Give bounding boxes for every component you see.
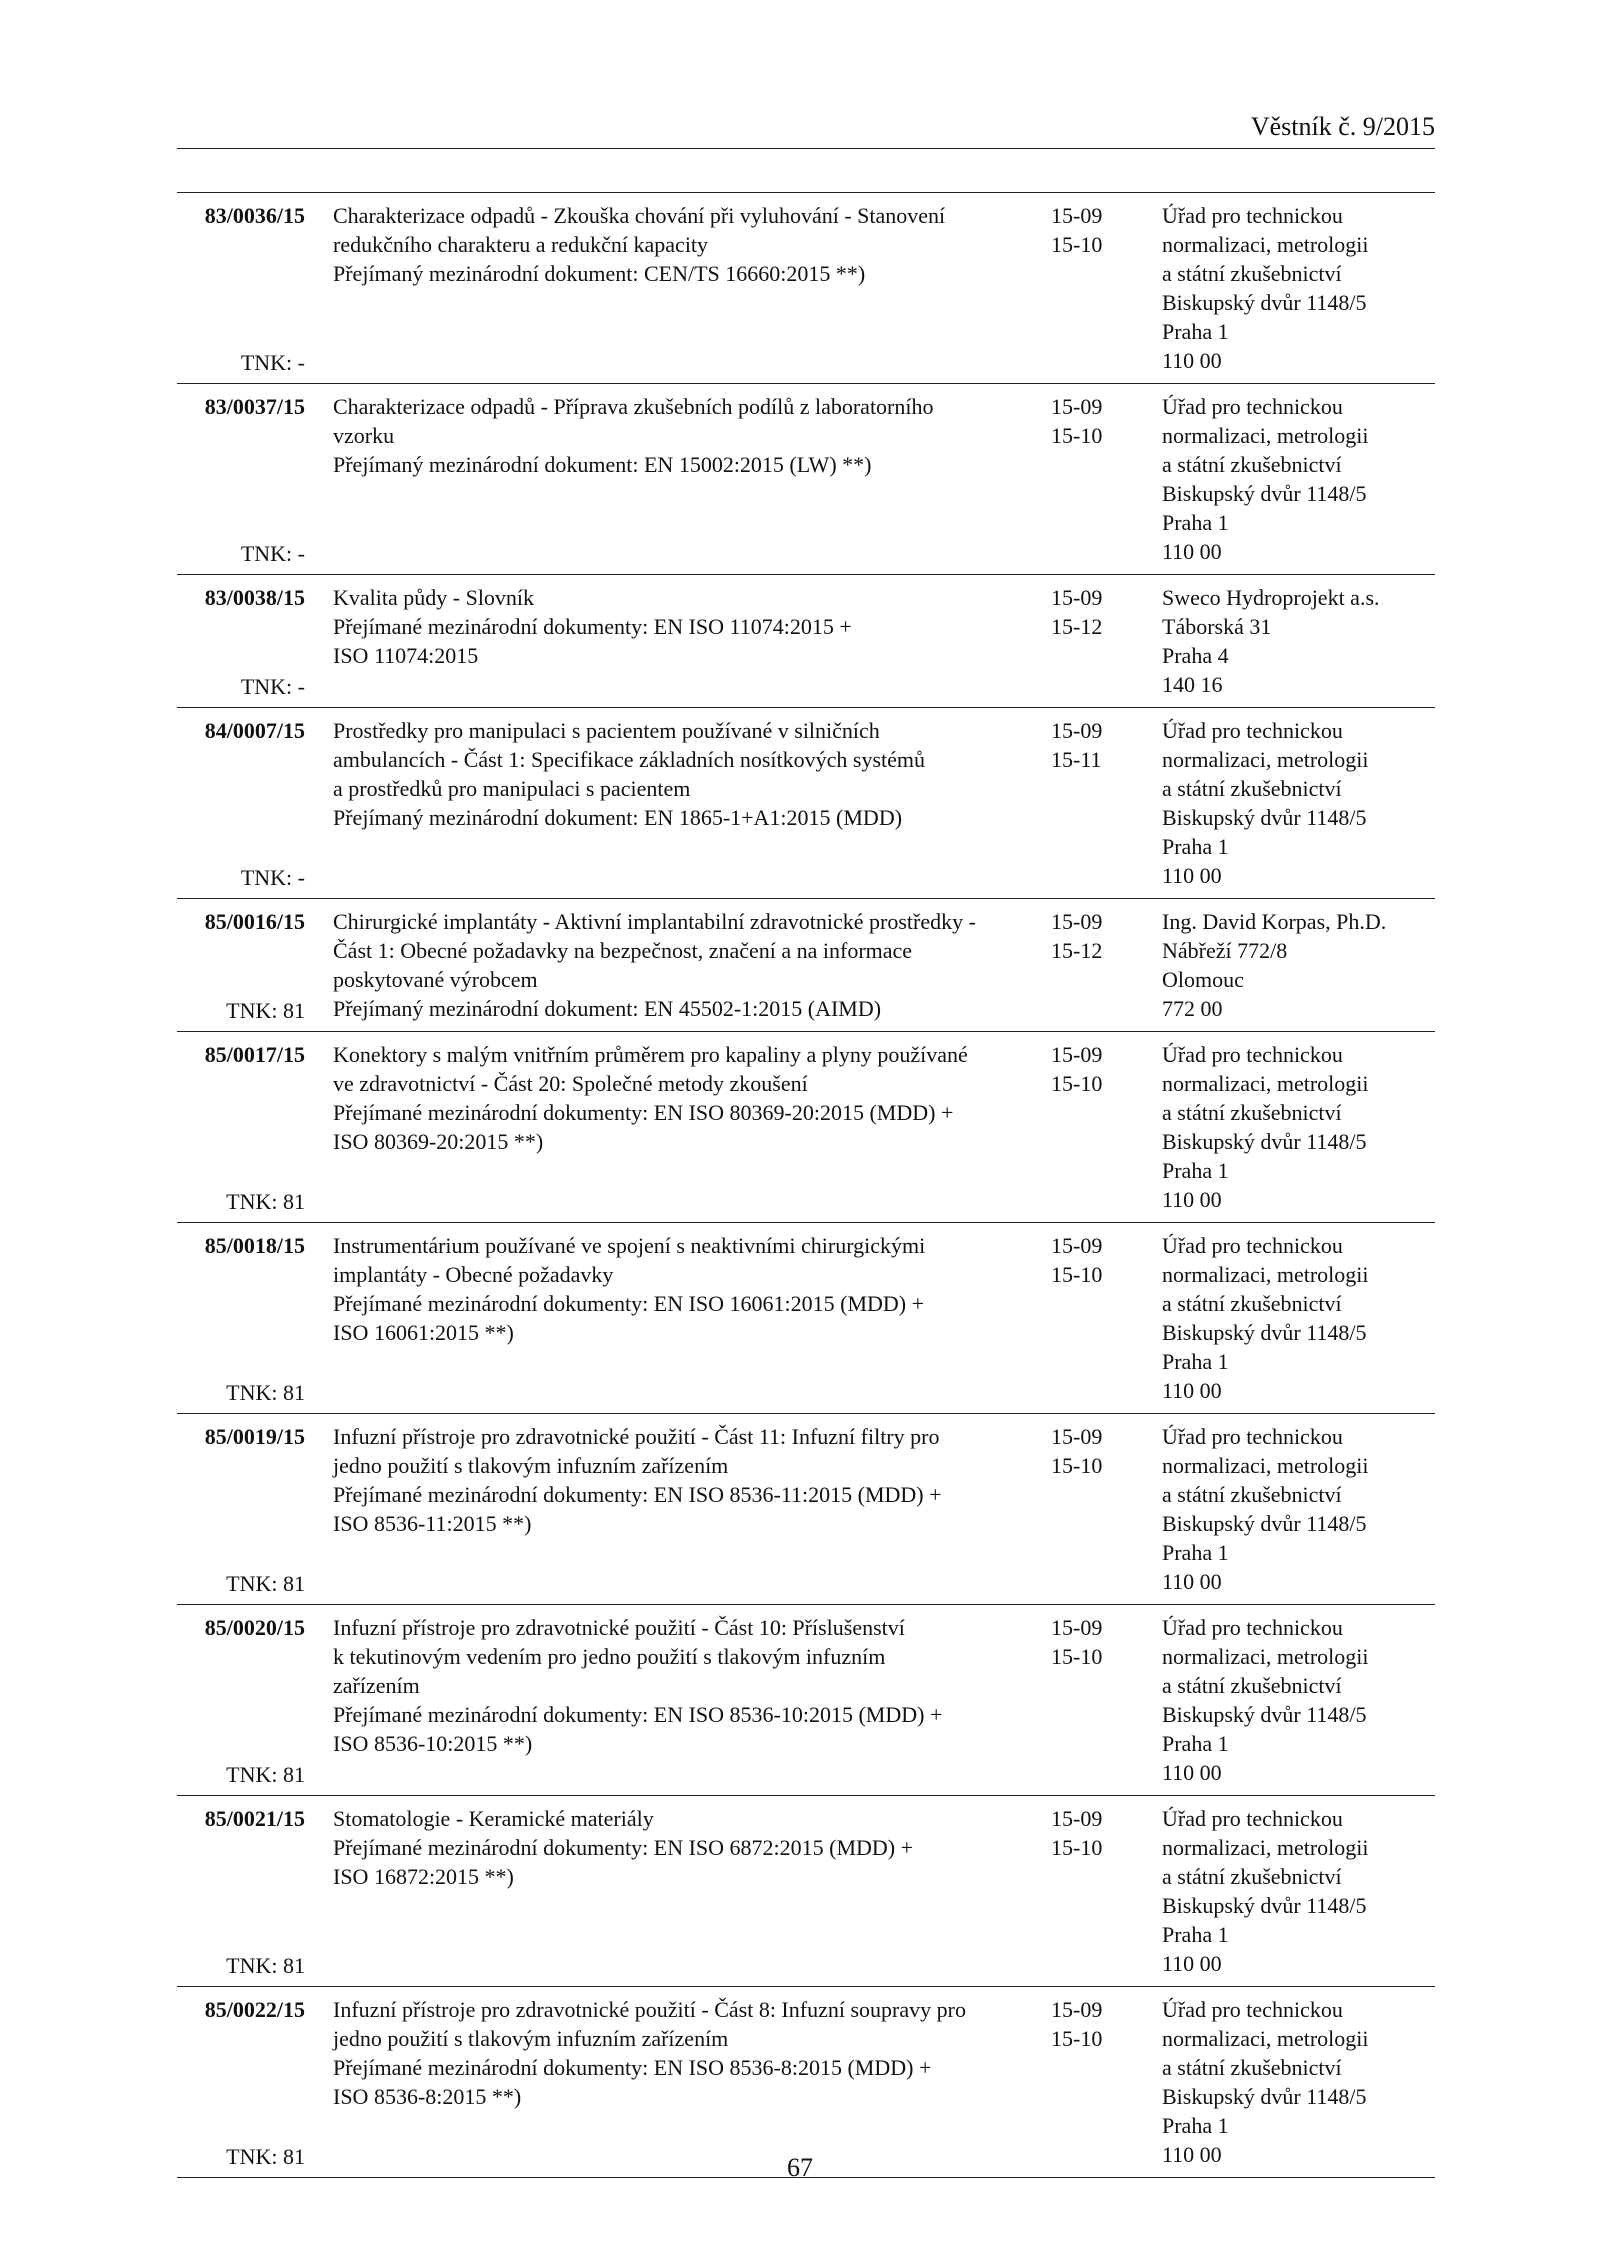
- description-line: Přejímané mezinárodní dokumenty: EN ISO 80369-20:2015 (MDD) +: [333, 1100, 954, 1125]
- entry-dates: [1051, 907, 1102, 965]
- date-value: 15-09: [1051, 1233, 1103, 1258]
- standards-table: [177, 192, 1435, 2178]
- address-line: Praha 1: [1162, 1349, 1229, 1374]
- address-line: Úřad pro technickou: [1162, 1615, 1343, 1640]
- entry-number: 85/0016/15: [204, 909, 305, 934]
- description-line: Stomatologie - Keramické materiály: [333, 1806, 654, 1831]
- entry-id-cell: [177, 1613, 305, 1791]
- entry-number: 83/0038/15: [204, 585, 305, 610]
- address-line: 110 00: [1162, 348, 1222, 373]
- description-line: zařízením: [333, 1673, 420, 1698]
- address-line: normalizaci, metrologii: [1162, 1835, 1369, 1860]
- description-line: ISO 8536-10:2015 **): [333, 1731, 533, 1756]
- tnk-code: TNK: 81: [226, 998, 305, 1023]
- table-row: [177, 899, 1435, 1032]
- address-line: Táborská 31: [1162, 614, 1272, 639]
- address-line: normalizaci, metrologii: [1162, 1644, 1369, 1669]
- date-value: 15-09: [1051, 203, 1103, 228]
- date-value: 15-10: [1051, 1262, 1103, 1287]
- tnk-code: TNK: -: [240, 674, 305, 699]
- entry-dates: [1051, 1422, 1102, 1480]
- address-line: Praha 1: [1162, 834, 1229, 859]
- entry-address: [1162, 716, 1369, 890]
- address-line: normalizaci, metrologii: [1162, 232, 1369, 257]
- tnk-code: TNK: 81: [226, 1380, 305, 1405]
- address-line: 110 00: [1162, 863, 1222, 888]
- address-line: a státní zkušebnictví: [1162, 261, 1342, 286]
- entry-id-cell: [177, 716, 305, 894]
- description-line: Charakterizace odpadů - Zkouška chování při vyluhování - Stanovení: [333, 203, 946, 228]
- page-header: [177, 108, 1435, 149]
- description-line: vzorku: [333, 423, 395, 448]
- tnk-code: TNK: 81: [226, 1953, 305, 1978]
- address-line: normalizaci, metrologii: [1162, 747, 1369, 772]
- table-row: [177, 1032, 1435, 1223]
- entry-dates: [1051, 201, 1102, 259]
- description-line: Infuzní přístroje pro zdravotnické použití - Část 8: Infuzní soupravy pro: [333, 1997, 966, 2022]
- entry-number: 85/0022/15: [204, 1997, 305, 2022]
- entry-description: [333, 575, 1033, 678]
- entry-id-cell: [177, 392, 305, 570]
- address-line: a státní zkušebnictví: [1162, 776, 1342, 801]
- description-line: Přejímané mezinárodní dokumenty: EN ISO 8536-8:2015 (MDD) +: [333, 2055, 932, 2080]
- description-line: ISO 16872:2015 **): [333, 1864, 514, 1889]
- entry-address: [1162, 583, 1380, 699]
- table-row: [177, 1605, 1435, 1796]
- entry-description: [333, 899, 1033, 1031]
- description-line: ISO 11074:2015: [333, 643, 479, 668]
- address-line: a státní zkušebnictví: [1162, 1100, 1342, 1125]
- description-line: ISO 16061:2015 **): [333, 1320, 514, 1345]
- tnk-code: TNK: 81: [226, 1189, 305, 1214]
- date-value: 15-10: [1051, 232, 1103, 257]
- date-value: 15-09: [1051, 1042, 1103, 1067]
- address-line: 110 00: [1162, 539, 1222, 564]
- entry-description: [333, 1987, 1033, 2119]
- entry-description: [333, 193, 1033, 296]
- address-line: Biskupský dvůr 1148/5: [1162, 1893, 1367, 1918]
- address-line: a státní zkušebnictví: [1162, 1291, 1342, 1316]
- entry-address: [1162, 1040, 1369, 1214]
- entry-address: [1162, 392, 1369, 566]
- entry-number: 83/0036/15: [204, 203, 305, 228]
- entry-number: 85/0019/15: [204, 1424, 305, 1449]
- description-line: Kvalita půdy - Slovník: [333, 585, 535, 610]
- address-line: Úřad pro technickou: [1162, 1806, 1343, 1831]
- entry-id-cell: [177, 1804, 305, 1982]
- address-line: Úřad pro technickou: [1162, 1997, 1343, 2022]
- entry-id-cell: [177, 1040, 305, 1218]
- description-line: Část 1: Obecné požadavky na bezpečnost, značení a na informace: [333, 938, 913, 963]
- address-line: Úřad pro technickou: [1162, 203, 1343, 228]
- journal-title: Věstník č. 9/2015: [1250, 112, 1435, 141]
- address-line: a státní zkušebnictví: [1162, 452, 1342, 477]
- description-line: Přejímané mezinárodní dokumenty: EN ISO 8536-10:2015 (MDD) +: [333, 1702, 943, 1727]
- description-line: Přejímaný mezinárodní dokument: CEN/TS 16660:2015 **): [333, 261, 866, 286]
- description-line: jedno použití s tlakovým infuzním zařízením: [333, 1453, 729, 1478]
- address-line: normalizaci, metrologii: [1162, 2026, 1369, 2051]
- address-line: 772 00: [1162, 996, 1223, 1021]
- address-line: Biskupský dvůr 1148/5: [1162, 1320, 1367, 1345]
- date-value: 15-09: [1051, 1806, 1103, 1831]
- address-line: Úřad pro technickou: [1162, 1424, 1343, 1449]
- date-value: 15-09: [1051, 585, 1103, 610]
- date-value: 15-09: [1051, 1615, 1103, 1640]
- entry-description: [333, 1032, 1033, 1164]
- description-line: poskytované výrobcem: [333, 967, 538, 992]
- description-line: Přejímané mezinárodní dokumenty: EN ISO 6872:2015 (MDD) +: [333, 1835, 914, 1860]
- description-line: ve zdravotnictví - Část 20: Společné metody zkoušení: [333, 1071, 808, 1096]
- address-line: Biskupský dvůr 1148/5: [1162, 1702, 1367, 1727]
- description-line: Přejímané mezinárodní dokumenty: EN ISO 11074:2015 +: [333, 614, 852, 639]
- tnk-code: TNK: -: [240, 350, 305, 375]
- description-line: Charakterizace odpadů - Příprava zkušebních podílů z laboratorního: [333, 394, 934, 419]
- description-line: Chirurgické implantáty - Aktivní implantabilní zdravotnické prostředky -: [333, 909, 976, 934]
- address-line: a státní zkušebnictví: [1162, 2055, 1342, 2080]
- address-line: Biskupský dvůr 1148/5: [1162, 1511, 1367, 1536]
- address-line: 110 00: [1162, 1760, 1222, 1785]
- address-line: Biskupský dvůr 1148/5: [1162, 1129, 1367, 1154]
- description-line: Konektory s malým vnitřním průměrem pro kapaliny a plyny používané: [333, 1042, 968, 1067]
- address-line: Praha 1: [1162, 319, 1229, 344]
- table-row: [177, 1987, 1435, 2178]
- entry-id-cell: [177, 583, 305, 703]
- address-line: Praha 1: [1162, 1540, 1229, 1565]
- entry-dates: [1051, 1040, 1102, 1098]
- address-line: Praha 1: [1162, 1922, 1229, 1947]
- address-line: Sweco Hydroprojekt a.s.: [1162, 585, 1380, 610]
- address-line: 110 00: [1162, 1569, 1222, 1594]
- address-line: Olomouc: [1162, 967, 1244, 992]
- table-row: [177, 575, 1435, 708]
- entry-id-cell: [177, 907, 305, 1027]
- date-value: 15-12: [1051, 938, 1103, 963]
- date-value: 15-09: [1051, 718, 1103, 743]
- tnk-code: TNK: 81: [226, 2144, 305, 2169]
- address-line: Praha 1: [1162, 510, 1229, 535]
- address-line: Úřad pro technickou: [1162, 1233, 1343, 1258]
- description-line: Infuzní přístroje pro zdravotnické použití - Část 10: Příslušenství: [333, 1615, 905, 1640]
- description-line: jedno použití s tlakovým infuzním zařízením: [333, 2026, 729, 2051]
- entry-id-cell: [177, 1995, 305, 2173]
- entry-number: 85/0017/15: [204, 1042, 305, 1067]
- date-value: 15-09: [1051, 909, 1103, 934]
- entry-description: [333, 1414, 1033, 1546]
- description-line: Infuzní přístroje pro zdravotnické použití - Část 11: Infuzní filtry pro: [333, 1424, 940, 1449]
- entry-description: [333, 1605, 1033, 1766]
- entry-address: [1162, 1613, 1369, 1787]
- entry-number: 84/0007/15: [204, 718, 305, 743]
- entry-id-cell: [177, 1231, 305, 1409]
- description-line: Přejímaný mezinárodní dokument: EN 45502-1:2015 (AIMD): [333, 996, 882, 1021]
- address-line: normalizaci, metrologii: [1162, 423, 1369, 448]
- table-row: [177, 708, 1435, 899]
- description-line: ambulancích - Část 1: Specifikace základních nosítkových systémů: [333, 747, 926, 772]
- entry-address: [1162, 907, 1386, 1023]
- date-value: 15-09: [1051, 1424, 1103, 1449]
- address-line: Biskupský dvůr 1148/5: [1162, 481, 1367, 506]
- address-line: Biskupský dvůr 1148/5: [1162, 290, 1367, 315]
- tnk-code: TNK: 81: [226, 1571, 305, 1596]
- entry-number: 83/0037/15: [204, 394, 305, 419]
- entry-dates: [1051, 1613, 1102, 1671]
- entry-address: [1162, 1804, 1369, 1978]
- address-line: normalizaci, metrologii: [1162, 1071, 1369, 1096]
- entry-description: [333, 384, 1033, 487]
- description-line: Přejímaný mezinárodní dokument: EN 15002:2015 (LW) **): [333, 452, 872, 477]
- address-line: 110 00: [1162, 1951, 1222, 1976]
- address-line: 140 16: [1162, 672, 1223, 697]
- tnk-code: TNK: -: [240, 541, 305, 566]
- description-line: implantáty - Obecné požadavky: [333, 1262, 614, 1287]
- entry-address: [1162, 1995, 1369, 2169]
- description-line: redukčního charakteru a redukční kapacity: [333, 232, 709, 257]
- table-row: [177, 1414, 1435, 1605]
- entry-description: [333, 708, 1033, 840]
- description-line: Instrumentárium používané ve spojení s neaktivními chirurgickými: [333, 1233, 926, 1258]
- entry-number: 85/0020/15: [204, 1615, 305, 1640]
- date-value: 15-09: [1051, 394, 1103, 419]
- address-line: Úřad pro technickou: [1162, 718, 1343, 743]
- table-row: [177, 384, 1435, 575]
- address-line: Nábřeží 772/8: [1162, 938, 1288, 963]
- description-line: Prostředky pro manipulaci s pacientem používané v silničních: [333, 718, 880, 743]
- address-line: 110 00: [1162, 2142, 1222, 2167]
- address-line: Úřad pro technickou: [1162, 1042, 1343, 1067]
- address-line: Praha 4: [1162, 643, 1229, 668]
- date-value: 15-12: [1051, 614, 1103, 639]
- entry-dates: [1051, 716, 1102, 774]
- entry-address: [1162, 1422, 1369, 1596]
- entry-dates: [1051, 1804, 1102, 1862]
- table-row: [177, 1796, 1435, 1987]
- entry-address: [1162, 1231, 1369, 1405]
- table-row: [177, 1223, 1435, 1414]
- address-line: Praha 1: [1162, 1731, 1229, 1756]
- address-line: normalizaci, metrologii: [1162, 1262, 1369, 1287]
- date-value: 15-10: [1051, 1071, 1103, 1096]
- date-value: 15-10: [1051, 1644, 1103, 1669]
- date-value: 15-10: [1051, 1453, 1103, 1478]
- entry-description: [333, 1223, 1033, 1355]
- address-line: normalizaci, metrologii: [1162, 1453, 1369, 1478]
- entry-number: 85/0018/15: [204, 1233, 305, 1258]
- entry-address: [1162, 201, 1369, 375]
- page-number: 67: [787, 2153, 813, 2182]
- date-value: 15-10: [1051, 423, 1103, 448]
- entry-description: [333, 1796, 1033, 1899]
- address-line: Ing. David Korpas, Ph.D.: [1162, 909, 1387, 934]
- entry-id-cell: [177, 1422, 305, 1600]
- address-line: a státní zkušebnictví: [1162, 1864, 1342, 1889]
- table-row: [177, 193, 1435, 384]
- tnk-code: TNK: -: [240, 865, 305, 890]
- address-line: a státní zkušebnictví: [1162, 1673, 1342, 1698]
- address-line: Praha 1: [1162, 2113, 1229, 2138]
- address-line: 110 00: [1162, 1378, 1222, 1403]
- entry-id-cell: [177, 201, 305, 379]
- address-line: a státní zkušebnictví: [1162, 1482, 1342, 1507]
- description-line: Přejímané mezinárodní dokumenty: EN ISO 8536-11:2015 (MDD) +: [333, 1482, 942, 1507]
- date-value: 15-10: [1051, 2026, 1103, 2051]
- entry-dates: [1051, 392, 1102, 450]
- description-line: Přejímaný mezinárodní dokument: EN 1865-1+A1:2015 (MDD): [333, 805, 903, 830]
- date-value: 15-11: [1051, 747, 1102, 772]
- date-value: 15-09: [1051, 1997, 1103, 2022]
- entry-dates: [1051, 1995, 1102, 2053]
- address-line: Biskupský dvůr 1148/5: [1162, 805, 1367, 830]
- entry-number: 85/0021/15: [204, 1806, 305, 1831]
- entry-dates: [1051, 1231, 1102, 1289]
- address-line: Biskupský dvůr 1148/5: [1162, 2084, 1367, 2109]
- description-line: a prostředků pro manipulaci s pacientem: [333, 776, 691, 801]
- description-line: Přejímané mezinárodní dokumenty: EN ISO 16061:2015 (MDD) +: [333, 1291, 925, 1316]
- date-value: 15-10: [1051, 1835, 1103, 1860]
- description-line: ISO 80369-20:2015 **): [333, 1129, 544, 1154]
- description-line: k tekutinovým vedením pro jedno použití s tlakovým infuzním: [333, 1644, 886, 1669]
- address-line: 110 00: [1162, 1187, 1222, 1212]
- entry-dates: [1051, 583, 1102, 641]
- address-line: Úřad pro technickou: [1162, 394, 1343, 419]
- description-line: ISO 8536-8:2015 **): [333, 2084, 522, 2109]
- address-line: Praha 1: [1162, 1158, 1229, 1183]
- description-line: ISO 8536-11:2015 **): [333, 1511, 532, 1536]
- tnk-code: TNK: 81: [226, 1762, 305, 1787]
